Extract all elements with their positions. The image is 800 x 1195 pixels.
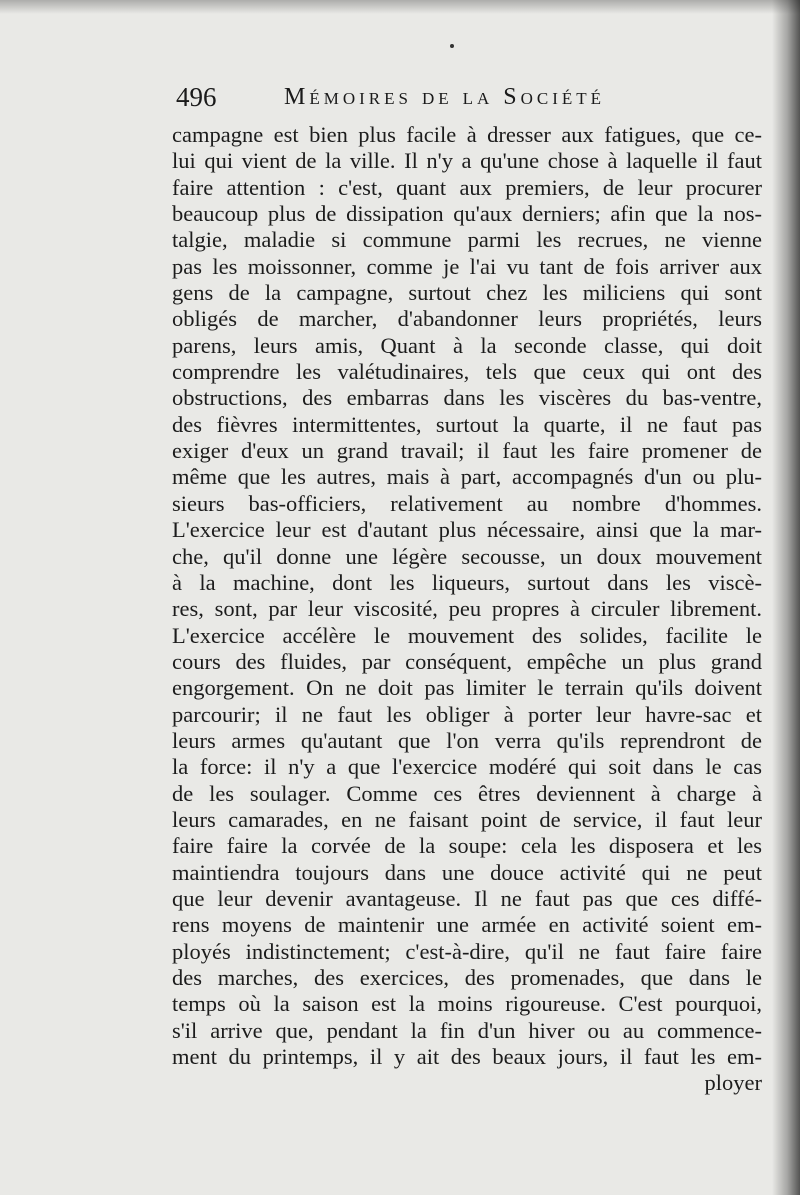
text-line: parens, leurs amis, Quant à la seconde classe, qui doit <box>172 332 762 358</box>
text-line: même que les autres, mais à part, accompagnés d'un ou plu- <box>172 464 762 490</box>
catchword: ployer <box>704 1070 762 1096</box>
text-line: rens moyens de maintenir une armée en activité soient em- <box>172 912 762 938</box>
running-title: Mémoires de la Société <box>284 84 606 110</box>
text-line: exiger d'eux un grand travail; il faut les faire promener de <box>172 438 762 464</box>
text-line: à la machine, dont les liqueurs, surtout dans les viscè- <box>172 569 762 595</box>
body-text <box>172 122 762 1097</box>
page-header <box>176 82 696 118</box>
text-line: L'exercice accélère le mouvement des solides, facilite le <box>172 622 762 648</box>
text-line: des marches, des exercices, des promenades, que dans le <box>172 965 762 990</box>
text-line: des fièvres intermittentes, surtout la quarte, il ne faut pas <box>172 411 762 437</box>
text-line: talgie, maladie si commune parmi les recrues, ne vienne <box>172 227 762 253</box>
text-line: beaucoup plus de dissipation qu'aux derniers; afin que la nos- <box>172 201 762 227</box>
text-line: leurs armes qu'autant que l'on verra qu'ils reprendront de <box>172 727 762 753</box>
text-line: la force: il n'y a que l'exercice modéré qui soit dans le cas <box>172 754 762 780</box>
text-line: leurs camarades, en ne faisant point de service, il faut leur <box>172 806 762 832</box>
text-line: engorgement. On ne doit pas limiter le terrain qu'ils doivent <box>172 675 762 701</box>
text-line: ment du printemps, il y ait des beaux jours, il faut les em- <box>172 1044 762 1070</box>
text-line: de les soulager. Comme ces êtres deviennent à charge à <box>172 780 762 806</box>
text-line: L'exercice leur est d'autant plus nécessaire, ainsi que la mar- <box>172 517 762 543</box>
text-line: s'il arrive que, pendant la fin d'un hiver ou au commence- <box>172 1017 762 1043</box>
text-line: campagne est bien plus facile à dresser aux fatigues, que ce- <box>172 122 762 147</box>
text-line: pas les moissonner, comme je l'ai vu tant de fois arriver aux <box>172 253 762 279</box>
ink-speck <box>450 44 454 48</box>
page-number: 496 <box>176 82 217 112</box>
text-line: cours des fluides, par conséquent, empêche un plus grand <box>172 648 762 674</box>
text-line: temps où la saison est la moins rigoureuse. C'est pourquoi, <box>172 991 762 1017</box>
text-line: comprendre les valétudinaires, tels que ceux qui ont des <box>172 359 762 385</box>
text-line: maintiendra toujours dans une douce activité qui ne peut <box>172 859 762 885</box>
text-line: res, sont, par leur viscosité, peu propres à circuler librement. <box>172 596 762 622</box>
page-gutter-shadow <box>772 0 800 1195</box>
text-line: que leur devenir avantageuse. Il ne faut pas que ces diffé- <box>172 885 762 911</box>
text-line: faire attention : c'est, quant aux premiers, de leur procurer <box>172 174 762 200</box>
text-line: obligés de marcher, d'abandonner leurs propriétés, leurs <box>172 306 762 332</box>
text-line: gens de la campagne, surtout chez les miliciens qui sont <box>172 280 762 306</box>
text-line: lui qui vient de la ville. Il n'y a qu'une chose à laquelle il faut <box>172 148 762 174</box>
text-line: parcourir; il ne faut les obliger à porter leur havre-sac et <box>172 701 762 727</box>
text-line: sieurs bas-officiers, relativement au nombre d'hommes. <box>172 490 762 516</box>
text-line: che, qu'il donne une légère secousse, un doux mouvement <box>172 543 762 569</box>
text-line: obstructions, des embarras dans les viscères du bas-ventre, <box>172 385 762 411</box>
page-top-shadow <box>0 0 800 14</box>
text-line: ployés indistinctement; c'est-à-dire, qu'il ne faut faire faire <box>172 938 762 964</box>
text-line: faire faire la corvée de la soupe: cela les disposera et les <box>172 833 762 859</box>
